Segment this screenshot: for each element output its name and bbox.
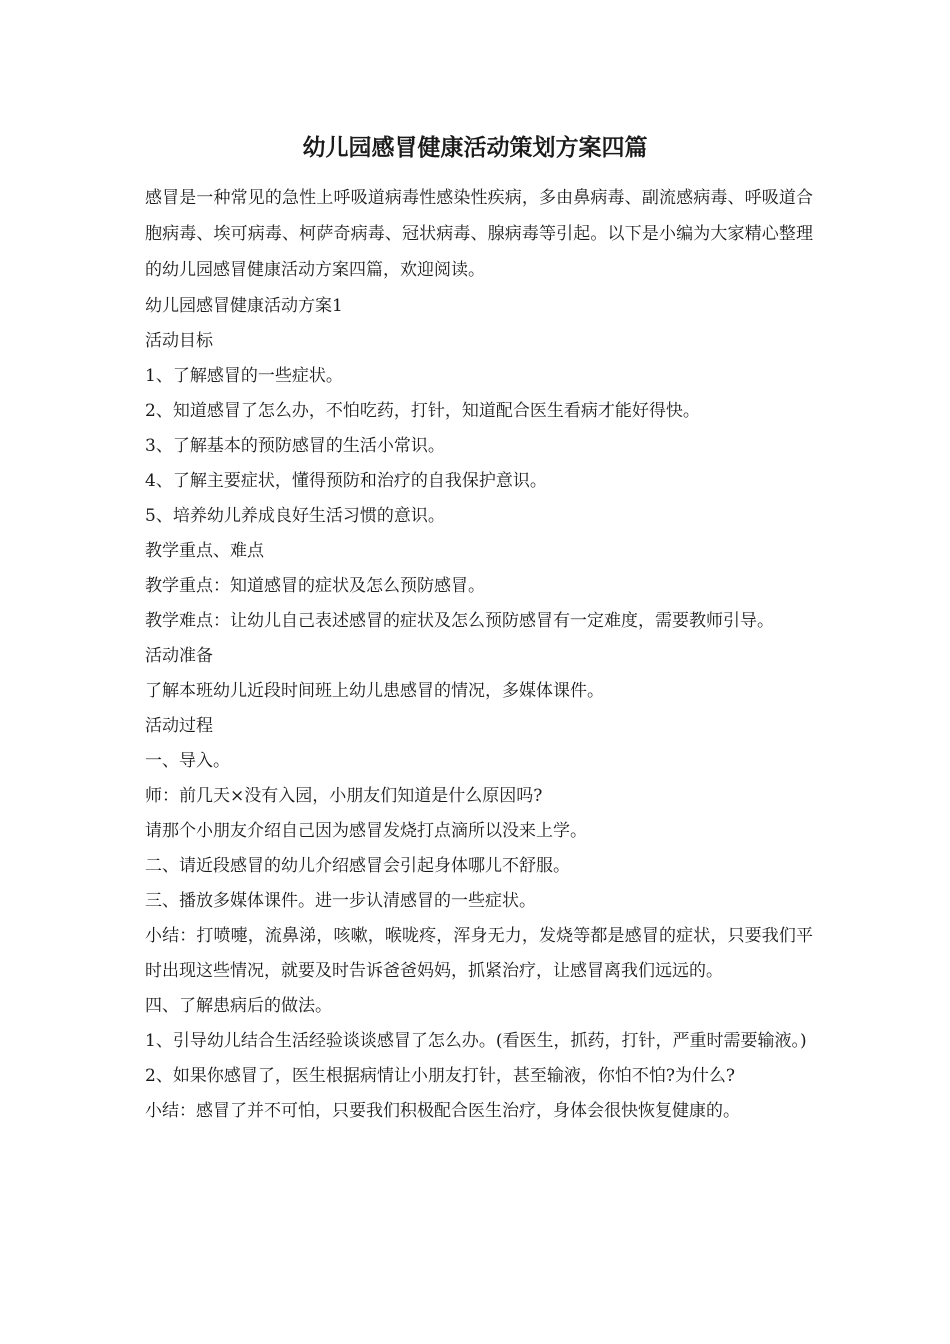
goal-item: 5、培养幼儿养成良好生活习惯的意识。 <box>145 506 445 526</box>
section-heading: 幼儿园感冒健康活动方案1 <box>145 296 343 316</box>
key-point: 教学重点：知道感冒的症状及怎么预防感冒。 <box>145 576 485 596</box>
prep-heading: 活动准备 <box>145 646 213 666</box>
key-heading: 教学重点、难点 <box>145 541 264 561</box>
process-line: 三、播放多媒体课件。进一步认清感冒的一些症状。 <box>145 891 536 911</box>
prep-text: 了解本班幼儿近段时间班上幼儿患感冒的情况，多媒体课件。 <box>145 681 604 701</box>
step-item: 2、如果你感冒了，医生根据病情让小朋友打针，甚至输液，你怕不怕?为什么? <box>145 1066 736 1086</box>
intro-paragraph: 感冒是一种常见的急性上呼吸道病毒性感染性疾病，多由鼻病毒、副流感病毒、呼吸道合胞病毒、埃可病毒、柯萨奇病毒、冠状病毒、腺病毒等引起。以下是小编为大家精心整理的幼儿园感冒健康活动方案四篇，欢迎阅读。 <box>145 188 813 280</box>
goal-item: 2、知道感冒了怎么办，不怕吃药，打针，知道配合医生看病才能好得快。 <box>145 401 700 421</box>
step-item: 1、引导幼儿结合生活经验谈谈感冒了怎么办。(看医生，抓药，打针，严重时需要输液。) <box>145 1031 807 1051</box>
document-body <box>145 180 813 1129</box>
process-heading: 活动过程 <box>145 716 213 736</box>
summary-paragraph: 小结：感冒了并不可怕，只要我们积极配合医生治疗，身体会很快恢复健康的。 <box>145 1101 740 1121</box>
goal-item: 1、了解感冒的一些症状。 <box>145 366 343 386</box>
process-line: 师：前几天×没有入园，小朋友们知道是什么原因吗? <box>145 786 543 806</box>
document-title: 幼儿园感冒健康活动策划方案四篇 <box>302 134 648 161</box>
goals-heading: 活动目标 <box>145 331 213 351</box>
process-line: 二、请近段感冒的幼儿介绍感冒会引起身体哪儿不舒服。 <box>145 856 570 876</box>
process-line: 一、导入。 <box>145 751 230 771</box>
goal-item: 4、了解主要症状，懂得预防和治疗的自我保护意识。 <box>145 471 547 491</box>
step-heading: 四、了解患病后的做法。 <box>145 996 332 1016</box>
goal-item: 3、了解基本的预防感冒的生活小常识。 <box>145 436 445 456</box>
summary-paragraph: 小结：打喷嚏，流鼻涕，咳嗽，喉咙疼，浑身无力，发烧等都是感冒的症状，只要我们平时出现这些情况，就要及时告诉爸爸妈妈，抓紧治疗，让感冒离我们远远的。 <box>145 926 813 981</box>
difficulty-paragraph: 教学难点：让幼儿自己表述感冒的症状及怎么预防感冒有一定难度，需要教师引导。 <box>145 611 774 631</box>
process-line: 请那个小朋友介绍自己因为感冒发烧打点滴所以没来上学。 <box>145 821 587 841</box>
